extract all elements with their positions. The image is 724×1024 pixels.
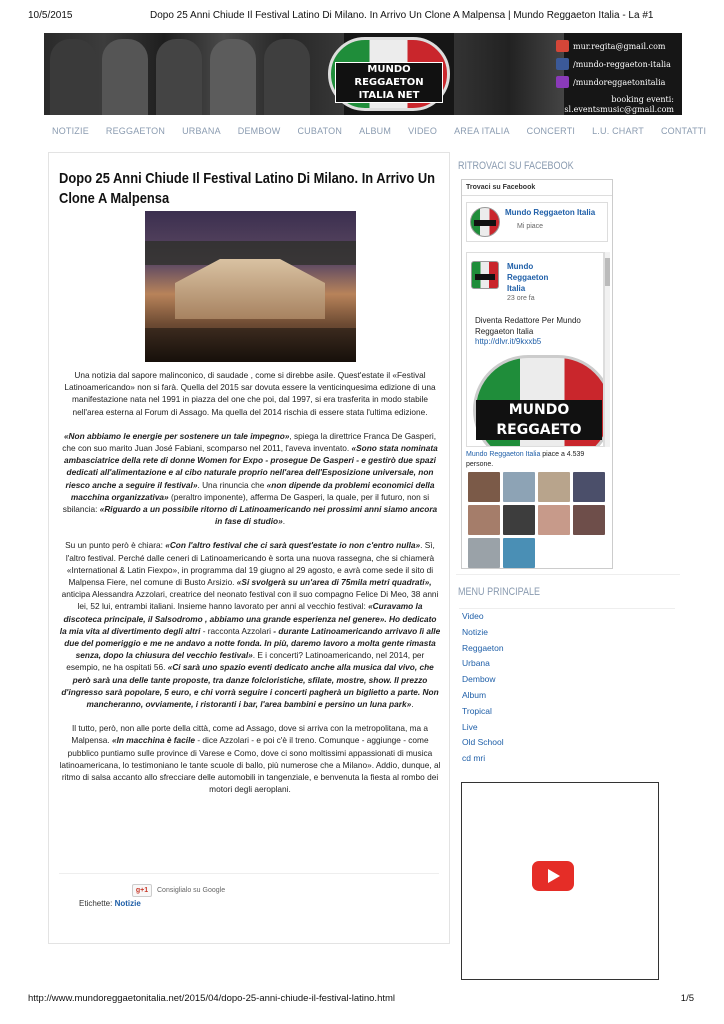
facebook-page-card: [466, 202, 608, 242]
contact-email[interactable]: [556, 37, 674, 55]
post-paragraph: Una notizia dal sapore malinconico, di saudade , come si direbbe asile. Quest'estate il «Festival Latinoamericando» non si farà. Quella del 2015 sar dovuta essere la venticinquesima edizione di una manifestazione nata nel 1991 in piazza del one che poi, dal 1997, si era trasferita in modo stabile nell'area esterna al Forum di Assago. Ma quella del 2014 rischia di essere stata l'ultima edizione.: [64, 370, 436, 417]
photo-crowd: [145, 328, 356, 362]
quote: «Non abbiamo le energie per sostenere un tale impegno»: [63, 430, 290, 441]
menu-item-old-school[interactable]: Old School: [462, 737, 504, 748]
likes-count: [466, 450, 611, 470]
quote: «Sono stata nominata ambasciatrice della rete di donne Women for Expo - prosegue De Gasperi - e gestirò due spazi dedicati all'alimentazione e al cibo naturale proprio nell'area dell'Esposizione universale, non riesco anche a seguire il festival»: [64, 443, 438, 490]
label-link-notizie[interactable]: Notizie: [114, 899, 141, 908]
booking-label: booking eventi:: [611, 95, 674, 104]
facebook-post: [466, 252, 604, 447]
artist-figure: [156, 39, 202, 115]
print-url: http://www.mundoreggaetonitalia.net/2015/04/dopo-25-anni-chiude-il-festival-latino.html: [28, 993, 396, 1004]
nav-item-dembow[interactable]: DEMBOW: [237, 126, 281, 136]
mail-icon: [556, 40, 569, 52]
text-run: Il tutto, però, non alle porte della città, come ad Assago, dove si arriva con la metropolitana, ma a Malpensa.: [71, 723, 429, 746]
nav-item-album[interactable]: ALBUM: [359, 126, 392, 136]
post-footer-divider: [59, 873, 439, 874]
post-author-link[interactable]: Mundo Reggaeton Italia: [507, 262, 549, 293]
sidebar-divider: [456, 574, 680, 575]
quote: «Si svolgerà su un'area di 75mila metri quadrati»,: [236, 577, 432, 588]
like-button[interactable]: Mi piace: [517, 223, 544, 230]
fan-avatar[interactable]: [538, 472, 570, 502]
nav-item-video[interactable]: VIDEO: [408, 126, 438, 136]
text-run: Su un punto però è chiara:: [65, 540, 166, 551]
post-time: 23 ore fa: [507, 295, 535, 302]
fan-avatar[interactable]: [468, 472, 500, 502]
google-plus-button[interactable]: g+1: [132, 884, 152, 897]
text-run: . Una rinuncia che: [197, 479, 267, 490]
nav-item-contatti[interactable]: CONTATTI: [660, 126, 707, 136]
nav-item-reggaeton[interactable]: REGGAETON: [105, 126, 166, 136]
quote: «Riguardo a un possibile ritorno di Latinoamericando nei prossimi anni siamo ancora in fase di studio»: [99, 504, 438, 527]
embedded-video[interactable]: [461, 782, 659, 980]
blog-post: [48, 152, 450, 944]
fan-avatar[interactable]: [538, 505, 570, 535]
banner-artists-image: [44, 33, 344, 115]
post-image-logo-text: MUNDO REGGAETO: [476, 400, 602, 440]
print-page-number: 1/5: [680, 993, 694, 1004]
feed-scrollbar[interactable]: [604, 252, 610, 447]
site-logo[interactable]: [328, 37, 450, 111]
post-message: Diventa Redattore Per Mundo Reggaeton Italia: [475, 316, 581, 336]
menu-item-dembow[interactable]: Dembow: [462, 674, 496, 685]
quote: «Con l'altro festival che ci sarà quest'estate io non c'entro nulla»: [165, 540, 421, 551]
text-run: .: [282, 516, 286, 527]
text-run: . Sì, l'altro festival. Perché dalle ceneri di Latinoamericando è sorta una nuova rassegna, che si chiamerà «International & Latin Fiexpo», in programma dal 19 giugno al 29 agosto, e avrà come sede il sito di Malpensa Fiere, nel comune di Busto Arsizio.: [65, 540, 435, 588]
menu-item-album[interactable]: Album: [462, 689, 487, 700]
logo-line-2: ITALIA NET: [358, 90, 420, 101]
post-avatar[interactable]: [471, 261, 499, 289]
menu-item-urbana[interactable]: Urbana: [462, 658, 490, 669]
logo-line-1: MUNDO REGGAETON: [354, 64, 424, 88]
fan-avatar[interactable]: [573, 472, 605, 502]
menu-section-heading: MENU PRINCIPALE: [458, 586, 541, 598]
quote: «non dipende da problemi economici della macchina organizzativa»: [70, 479, 435, 502]
text-run: (peraltro imponente), afferma De Gasperi, la quale, per il futuro, non si sbilancia:: [62, 491, 430, 515]
google-plus-share: [132, 884, 225, 897]
banner-contacts: [556, 37, 674, 115]
post-paragraph: [59, 430, 441, 528]
instagram-icon: [556, 76, 569, 88]
google-plus-label: Consiglialo su Google: [157, 887, 226, 894]
quote: - durante Latinoamericando arrivavo lì alle due del pomeriggio e me ne andavo a notte fonda. In più, daremo lavoro a molta gente rimasta senza, dopo la chiusura del vecchio festival»: [64, 625, 441, 661]
site-banner[interactable]: [44, 33, 682, 115]
nav-item-notizie[interactable]: NOTIZIE: [52, 126, 89, 136]
site-logo-text: [335, 62, 443, 103]
fan-avatar[interactable]: [468, 538, 500, 568]
menu-item-tropical[interactable]: Tropical: [462, 705, 492, 716]
artist-figure: [50, 39, 96, 115]
photo-tent: [175, 259, 325, 319]
text-run: - dice Azzolari - e poi c'è il treno. Comunque - aggiunge - come pubblico puntiamo sulle province di Varese e Como, dove ci sono moltissimi appassionati di musica latinoamericana, lo testimoniano le tante scuole di ballo, più numerose che a Milano». Addio, dunque, al ritmo di salsa accanto allo sfrecciare delle automobili in tangenziale, e benvenuta la fiesta al rombo dei motori degli aeroplani.: [59, 735, 441, 795]
menu-item-video[interactable]: Video: [462, 611, 484, 621]
fan-avatar[interactable]: [468, 505, 500, 535]
contact-facebook[interactable]: [556, 55, 674, 73]
artist-figure: [102, 39, 148, 115]
quote: «Curavamo la discoteca principale, il Salsodromo , abbiamo una grande esperienza nel genere». Ho dedicato la mia vita al divertimento degli altri: [59, 601, 437, 636]
fan-avatar[interactable]: [503, 472, 535, 502]
fan-avatar[interactable]: [573, 505, 605, 535]
nav-item-cubaton[interactable]: CUBATON: [297, 126, 343, 136]
facebook-widget-title: Trovaci su Facebook: [462, 180, 612, 196]
youtube-play-icon[interactable]: [532, 861, 574, 891]
likes-page-link[interactable]: Mundo Reggaeton Italia: [466, 451, 541, 458]
nav-item-concerti[interactable]: CONCERTI: [526, 126, 576, 136]
artist-figure: [210, 39, 256, 115]
text-run: , spiega la direttrice Franca De Gasperi, che con suo marito Juan José Fabiani, scomparso nel 2011, l'aveva inventato.: [62, 430, 437, 454]
quote: «Ci sarà uno spazio eventi dedicato anche alla musica dal vivo, che però sarà una delle tante proposte, tra danze folcloristiche, sfilate, mostre, show. Il prezzo d'ingresso sarà popolare, 5 euro, e chi vorrà seguire i concerti pagherà un biglietto a parte. Non mancheranno, ovviamente, i ristoranti i bar, l'area bambini e persino un luna park»: [61, 662, 439, 710]
banner-artists-image-right: [454, 33, 564, 115]
facebook-widget: [461, 179, 613, 569]
post-paragraph: [59, 722, 441, 795]
menu-item-reggaeton[interactable]: Reggaeton: [462, 642, 504, 653]
main-menu-list: [459, 608, 675, 776]
contact-instagram[interactable]: [556, 73, 674, 91]
nav-item-lu-chart[interactable]: L.U. CHART: [592, 126, 644, 136]
contact-instagram-text: /mundoreggaetonitalia: [573, 77, 666, 87]
contact-facebook-text: /mundo-reggaeton-italia: [573, 59, 671, 69]
fan-faces-grid: [468, 472, 608, 568]
menu-item-live[interactable]: Live: [462, 721, 478, 732]
post-image[interactable]: [473, 355, 604, 447]
fan-avatar[interactable]: [503, 538, 535, 568]
quote: «In macchina è facile: [112, 735, 196, 746]
post-paragraph: [59, 539, 441, 710]
likes-text: piace a 4.539 persone.: [466, 451, 585, 468]
menu-item-notizie[interactable]: Notizie: [462, 626, 488, 637]
facebook-section-heading: RITROVACI SU FACEBOOK: [458, 160, 574, 172]
facebook-page-link[interactable]: Mundo Reggaeton Italia: [505, 208, 596, 217]
text-run: - racconta Azzolari: [200, 625, 274, 636]
post-labels: [79, 899, 141, 908]
nav-item-urbana[interactable]: URBANA: [182, 126, 221, 136]
post-body: [59, 369, 441, 808]
print-date: 10/5/2015: [28, 10, 73, 21]
artist-figure: [264, 39, 310, 115]
print-page-title: Dopo 25 Anni Chiude Il Festival Latino Di Milano. In Arrivo Un Clone A Malpensa | Mundo Reggaeton Italia - La #1: [150, 10, 654, 21]
booking-info: [556, 95, 674, 115]
post-title[interactable]: Dopo 25 Anni Chiude Il Festival Latino Di Milano. In Arrivo Un Clone A Malpensa: [59, 170, 436, 207]
nav-item-area-italia[interactable]: AREA ITALIA: [454, 126, 510, 136]
menu-item-cd-mri[interactable]: cd mri: [462, 753, 486, 764]
labels-prefix: Etichette:: [79, 899, 113, 908]
contact-email-text: mur.regita@gmail.com: [573, 41, 666, 51]
post-photo[interactable]: [145, 211, 356, 362]
text-run: anticipa Alessandra Azzolari, creatrice del neonato festival con il suo compagno Felice Di Meo, 38 anni lei, 52 lui, entrambi italiani. Insieme hanno lavorato per anni al vecchio festival:: [61, 589, 439, 612]
text-run: . E i concerti? Latinoamericando, nel 2014, per esempio, ne ha ospitati 56.: [66, 650, 425, 673]
page-avatar[interactable]: [470, 207, 500, 237]
booking-email: sl.eventsmusic@gmail.com: [564, 105, 674, 114]
scrollbar-thumb[interactable]: [605, 258, 610, 286]
text-run: .: [411, 699, 414, 710]
post-link[interactable]: http://dlvr.it/9kxxb5: [475, 337, 542, 346]
fan-avatar[interactable]: [503, 505, 535, 535]
main-nav: [52, 126, 706, 136]
facebook-icon: [556, 58, 569, 70]
